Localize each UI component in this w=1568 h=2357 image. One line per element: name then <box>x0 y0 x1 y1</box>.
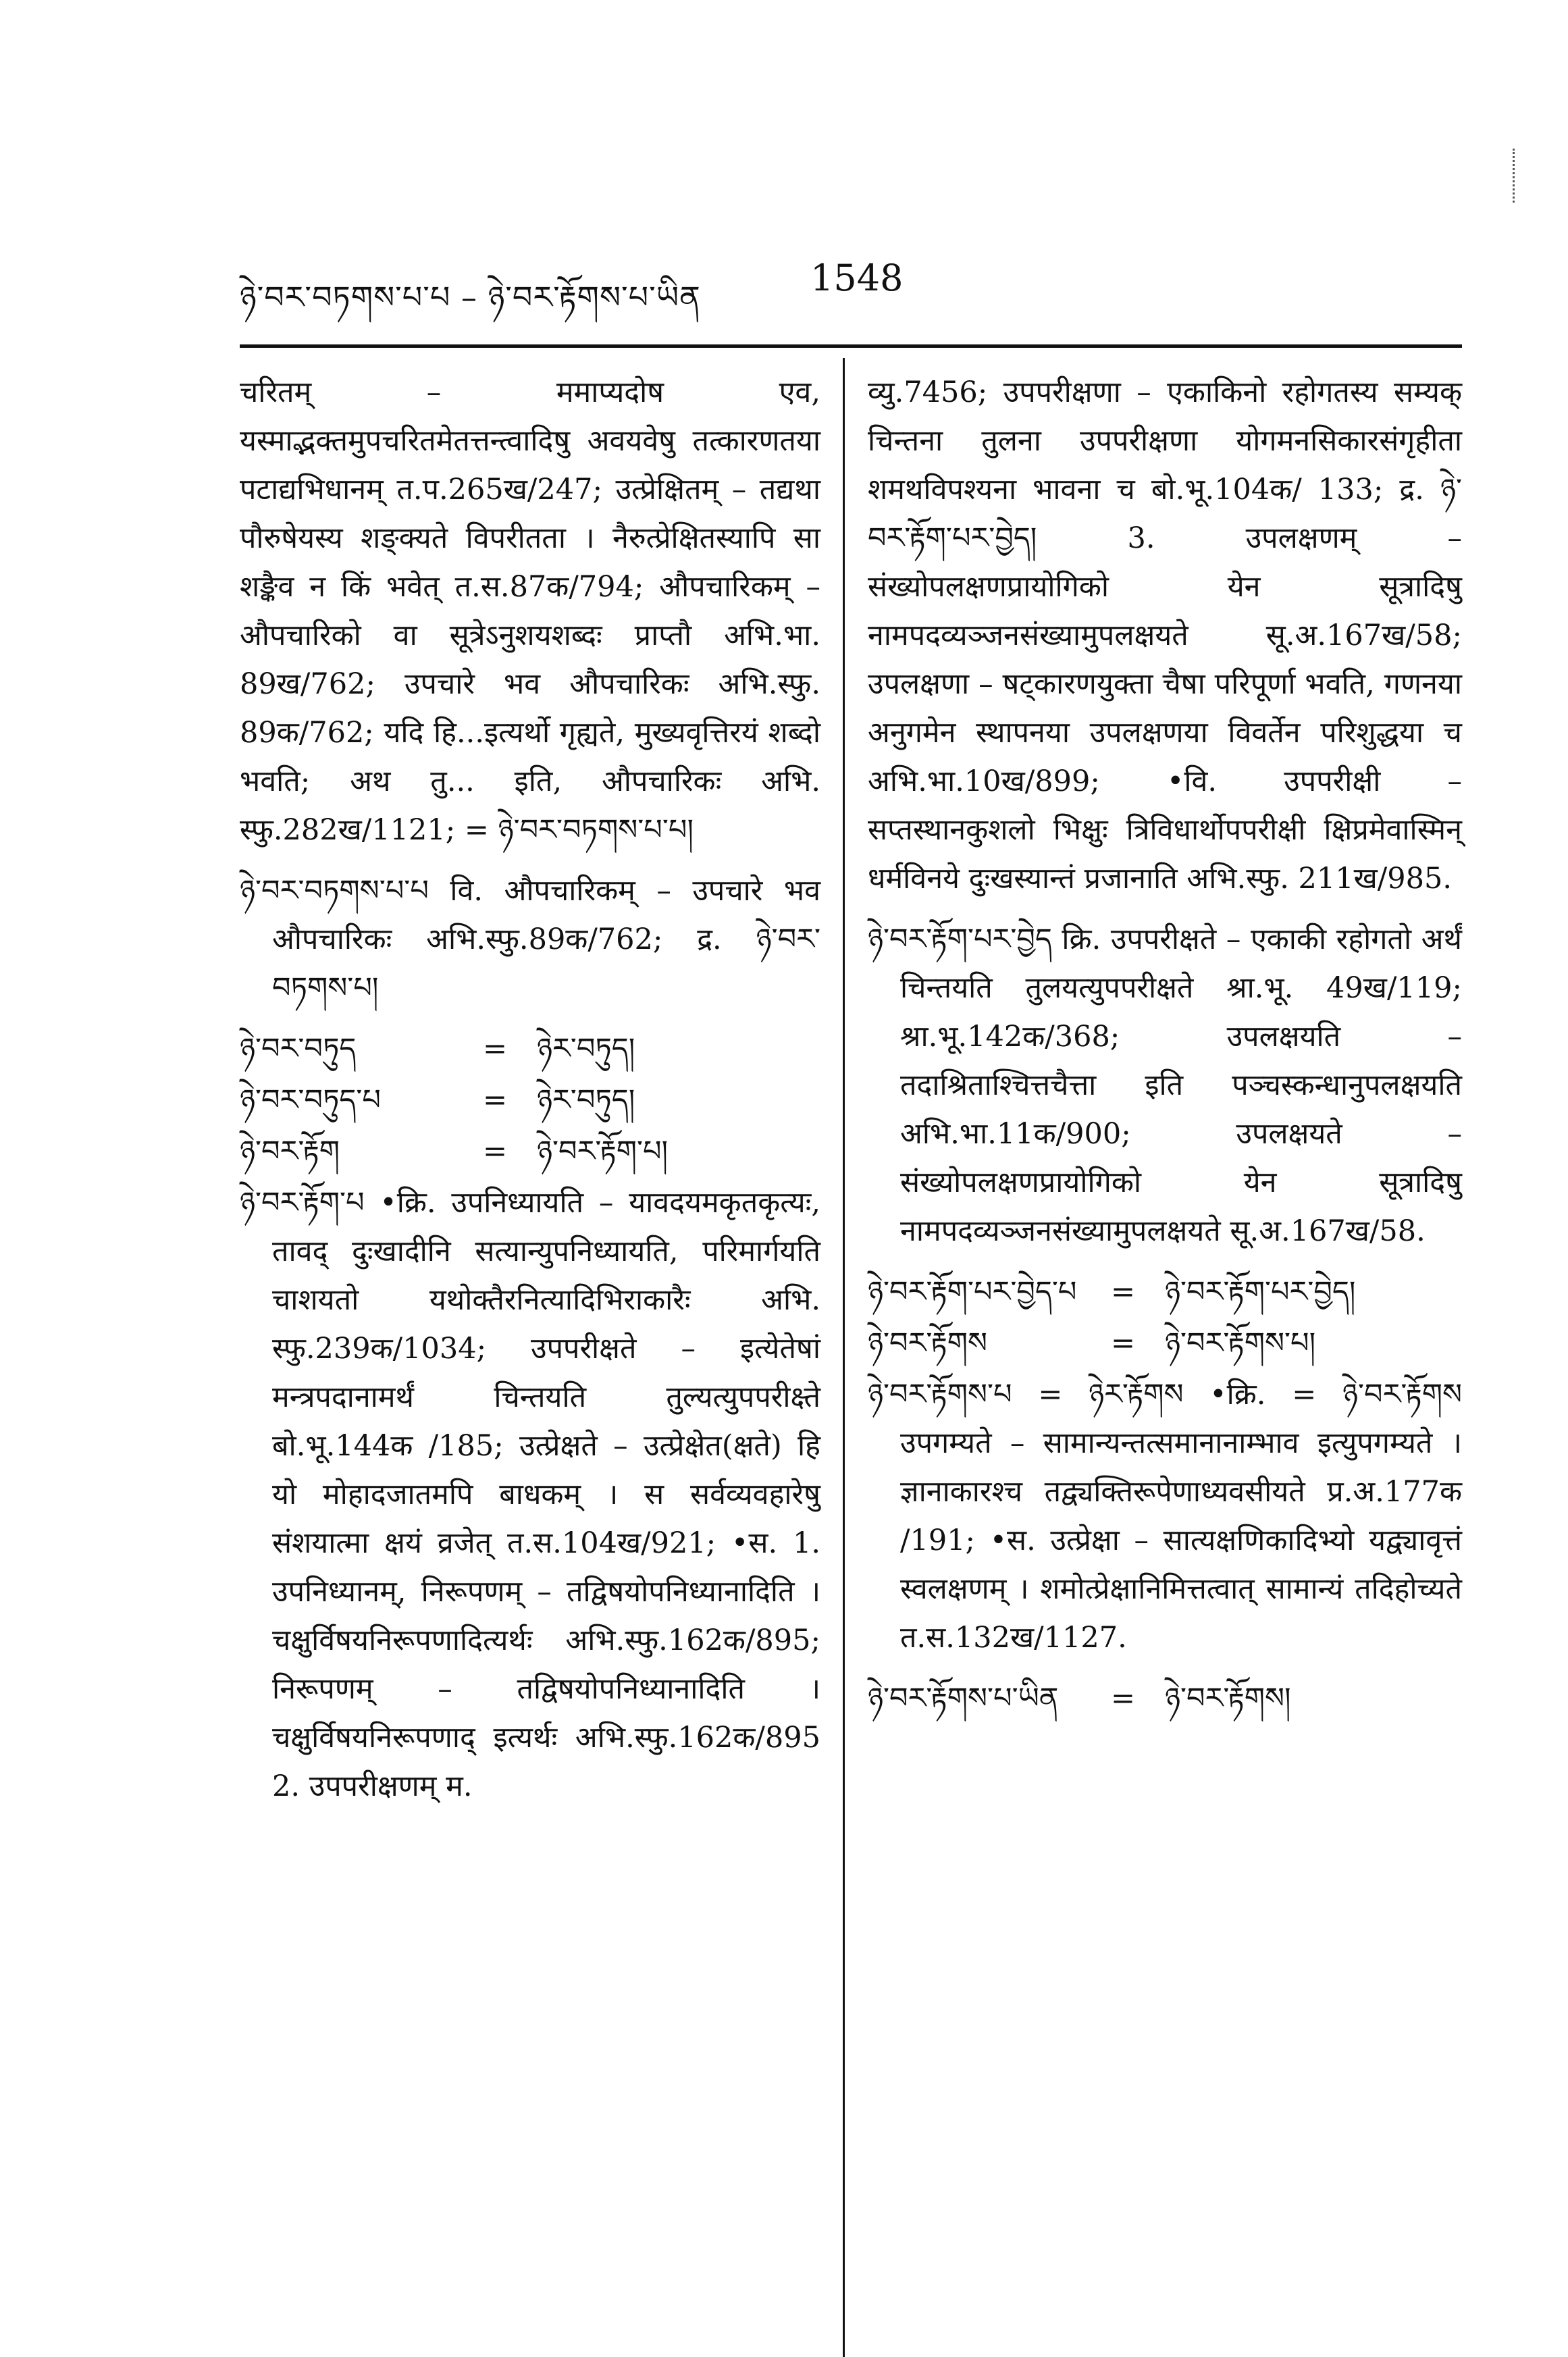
dictionary-entry: ཉེ་བར་རྟོགས་པ = ཉེར་རྟོགས •क्रि. = ཉེ་བར་རྟོགས उपगम्यते – सामान्यन्तत्समानानाम्भाव इत्युपगम्यते । ज्ञानाकारश्च तद्व्यक्तिरूपेणाध्यवसीयते प्र.अ.177क /191; •स. उत्प्रेक्षा – सात्यक्षणिकादिभ्यो यद्व्यावृत्तं स्वलक्षणम् । शमोत्प्रेक्षानिमित्तत्वात् सामान्यं तदिहोच्यते त.स.132ख/1127. <box>868 1378 1462 1655</box>
cross-reference-entry <box>868 1674 1462 1726</box>
header-rule <box>240 344 1462 348</box>
running-head: ཉེ་བར་བཏགས་པ་པ – ཉེ་བར་རྟོགས་པ་ཡིན <box>240 279 701 315</box>
dictionary-entry: ཉེ་བར་རྟོག་པར་བྱེད क्रि. उपपरीक्षते – एकाकी रहोगतो अर्थं चिन्तयति तुलयत्युपपरीक्षते श्रा.भू. 49ख/119; श्रा.भू.142क/368; उपलक्षयति – तदाश्रिताश्चित्तचैत्ता इति पञ्चस्कन्धानुपलक्षयति अभि.भा.11क/900; उपलक्षयते – संख्योपलक्षणप्रायोगिको येन सूत्रादिषु नामपदव्यञ्जनसंख्यामुपलक्षयते सू.अ.167ख/58. <box>868 923 1462 1248</box>
entry-head: ཉེ་བར་རྟོགས་པ་ཡིན <box>868 1682 1059 1715</box>
entry-continuation: चरितम् – ममाप्यदोष एव, यस्माद्भक्तमुपचरितमेतत्तन्त्वादिषु अवयवेषु तत्कारणतया पटाद्यभिधानम् त.प.265ख/247; उत्प्रेक्षितम् – तद्यथा पौरुषेयस्य शङ्क्यते विपरीतता । नैरुत्प्रेक्षितस्यापि सा शङ्कैव न किं भवेत् त.स.87क/794; औपचारिकम् – औपचारिको वा सूत्रेऽनुशयशब्दः प्राप्तौ अभि.भा. 89ख/762; उपचारे भव औपचारिकः अभि.स्फु. 89क/762; यदि हि...इत्यर्थो गृह्यते, मुख्यवृत्तिरयं शब्दो भवति; अथ तु... इति, औपचारिकः अभि. स्फु.282ख/1121; = ཉེ་བར་བཏགས་པ་པ། <box>240 375 820 847</box>
dictionary-entry: ཉེ་བར་བཏགས་པ་པ वि. औपचारिकम् – उपचारे भव औपचारिकः अभि.स्फु.89क/762; द्र. ཉེ་བར་བཏགས་པ། <box>240 874 820 1005</box>
entry-eq: = <box>1111 1275 1136 1309</box>
entry-head: ཉེ་བར་རྟོག <box>240 1135 340 1168</box>
entry-target: ཉེ་བར་རྟོགས་པ། <box>1165 1326 1316 1360</box>
entry-eq: = <box>1111 1682 1136 1715</box>
entry-target: ཉེ་བར་རྟོག་པ། <box>537 1135 669 1168</box>
entry-head: ཉེ་བར་རྟོག་པར་བྱེད་པ <box>868 1275 1077 1309</box>
cross-reference-entry <box>240 1025 820 1076</box>
entry-target: ཉེ་བར་རྟོགས། <box>1165 1682 1291 1715</box>
entry-target: ཉེར་བཏུད། <box>537 1032 635 1066</box>
entry-target: ཉེ་བར་རྟོག་པར་བྱེད། <box>1165 1275 1356 1309</box>
cross-reference-entry <box>240 1127 820 1178</box>
cross-reference-entry <box>240 1076 820 1127</box>
cross-reference-entry <box>868 1319 1462 1370</box>
entry-eq: = <box>483 1032 508 1066</box>
entry-head: ཉེ་བར་བཏུད་པ <box>240 1083 381 1117</box>
column-divider <box>843 358 845 2357</box>
right-column <box>868 368 1462 1726</box>
dictionary-entry: ཉེ་བར་རྟོག་པ •क्रि. उपनिध्यायति – यावदयमकृतकृत्यः, तावद् दुःखादीनि सत्यान्युपनिध्यायति, परिमार्गयति चाशयतो यथोक्तैरनित्यादिभिराकारैः अभि. स्फु.239क/1034; उपपरीक्षते – इत्येतेषां मन्त्रपदानामर्थं चिन्तयति तुल्यत्युपपरीक्ष्ते बो.भू.144क /185; उत्प्रेक्षते – उत्प्रेक्षेत(क्षते) हि यो मोहादजातमपि बाधकम् । स सर्वव्यवहारेषु संशयात्मा क्षयं व्रजेत् त.स.104ख/921; •स. 1. उपनिध्यानम्, निरूपणम् – तद्विषयोपनिध्यानादिति । चक्षुर्विषयनिरूपणादित्यर्थः अभि.स्फु.162क/895; निरूपणम् – तद्विषयोपनिध्यानादिति । चक्षुर्विषयनिरूपणाद् इत्यर्थः अभि.स्फु.162क/895 2. उपपरीक्षणम् म. <box>240 1186 820 1803</box>
entry-eq: = <box>483 1083 508 1117</box>
entry-head: ཉེ་བར་བཏུད <box>240 1032 357 1066</box>
page-number: 1548 <box>810 257 904 299</box>
entry-head: ཉེ་བར་རྟོགས <box>868 1326 987 1360</box>
left-column <box>240 368 820 1823</box>
entry-continuation: व्यु.7456; उपपरीक्षणा – एकाकिनो रहोगतस्य सम्यक् चिन्तना तुलना उपपरीक्षणा योगमनसिकारसंगृहीता शमथविपश्यना भावना च बो.भू.104क/ 133; द्र. ཉེ་བར་རྟོག་པར་བྱེད། 3. उपलक्षणम् – संख्योपलक्षणप्रायोगिको येन सूत्रादिषु नामपदव्यञ्जनसंख्यामुपलक्षयते सू.अ.167ख/58; उपलक्षणा – षट्कारणयुक्ता चैषा परिपूर्णा भवति, गणनया अनुगमेन स्थापनया उपलक्षणया विवर्तेन परिशुद्धया च अभि.भा.10ख/899; •वि. उपपरीक्षी – सप्तस्थानकुशलो भिक्षुः त्रिविधार्थोपपरीक्षी क्षिप्रमेवास्मिन् धर्मविनये दुःखस्यान्तं प्रजानाति अभि.स्फु. 211ख/985. <box>868 375 1462 896</box>
margin-mark <box>1513 149 1520 203</box>
cross-reference-entry <box>868 1268 1462 1319</box>
page-header <box>240 257 1462 315</box>
entry-eq: = <box>483 1135 508 1168</box>
entry-target: ཉེར་བཏུད། <box>537 1083 635 1117</box>
entry-eq: = <box>1111 1326 1136 1360</box>
